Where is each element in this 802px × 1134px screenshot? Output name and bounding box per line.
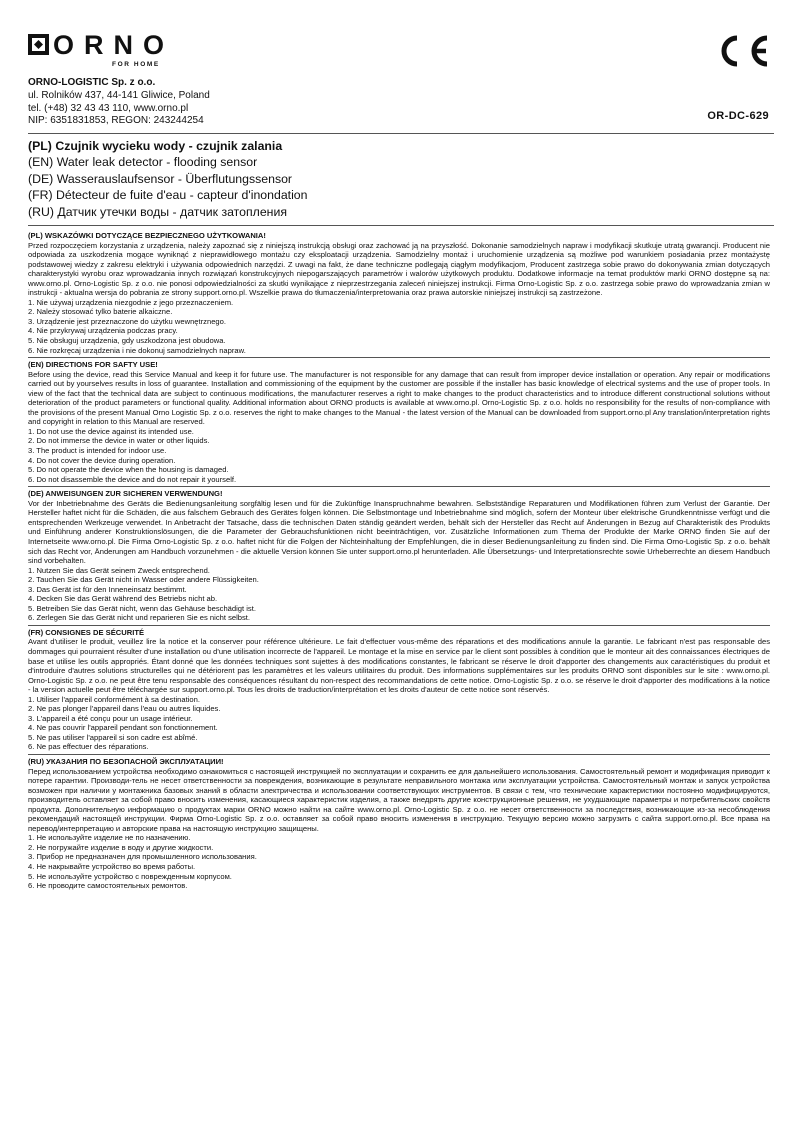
- ce-mark-icon: [712, 34, 770, 68]
- section-list: [28, 566, 770, 623]
- title-en: (EN) Water leak detector - flooding sensor: [28, 155, 258, 170]
- list-item: 4. Decken Sie das Gerät während des Betriebs nicht ab.: [28, 594, 218, 604]
- section-body: Przed rozpoczęciem korzystania z urządzenia, należy zapoznać się z niniejszą instrukcją obsługi oraz zachować ją na przyszłość. Dokonanie samodzielnych napraw i modyfikacji skutkuje utratą gwarancji. Producent nie odpowiada za uszkodzenia mogące wyniknąć z nieprawidłowego montażu czy eksploatacji urządzenia. Samodzielny montaż i uruchomienie urządzenia są możliwe pod warunkiem posiadania przez montażystę podstawowej wiedzy z zakresu elektryki i używania odpowiednich narzędzi. Z uwagi na fakt, że dane techniczne podlegają ciągłym modyfikacjom, Producent zastrzega sobie prawo do dokonywania zmian dotyczących charakterystyki wyrobu oraz wprowadzania innych rozwiązań konstrukcyjnych niepogarszających parametrów i walorów użytkowych produktu. Dodatkowe informacje na temat produktów marki ORNO dostępne są na: www.orno.pl. Orno-Logistic Sp. z o.o. nie ponosi odpowiedzialności za skutki wynikające z nieprzestrzegania zaleceń niniejszej instrukcji. Firma Orno-Logistic Sp. z o.o. zastrzega sobie prawo do wprowadzania zmian w instrukcji - aktualna wersja do pobrania ze strony support.orno.pl. Wszelkie prawa do tłumaczenia/interpretowania oraz prawa autorskie niniejszej instrukcji są zastrzeżone.: [28, 240, 770, 298]
- section-body: Avant d'utiliser le produit, veuillez lire la notice et la conserver pour référence ultérieure. Le fait d'effectuer vous-même des réparations et des modifications annule la garantie. Le fabricant n'est pas responsable des dommages qui pourraient résulter d'une installation ou d'une utilisation incorrecte de l'appareil. Le montage et la mise en service par le client sont possibles à condition que le monteur ait des connaissances électriques de base et utilise les outils appropriés. Étant donné que les données techniques sont sujettes à des modifications constantes, le fabricant se réserve le droit d'apporter des changements aux caractéristiques du produit et d'introduire d'autres solutions structurelles qui ne détériorent pas les paramètres et les valeurs utilitaires du produit. Des informations supplémentaires sur les produits ORNO sont disponibles sur le site : www.orno.pl. Orno-Logistic Sp. z o.o. ne peut être tenu responsable des conséquences résultant du non-respect des recommandations de cette notice. Orno-Logistic Sp. z o.o. se réserve le droit d'apporter des modifications à la notice - la version actuelle peut être téléchargée sur support.orno.pl. Tous les droits de traduction/interprétation et les droits d'auteur de cette notice sont réservés.: [28, 637, 770, 695]
- list-item: 5. Do not operate the device when the housing is damaged.: [28, 465, 229, 475]
- orno-logo: [28, 31, 178, 67]
- section-divider: [28, 357, 770, 358]
- safety-section-pl: [28, 231, 770, 355]
- section-list: [28, 298, 770, 355]
- list-item: 1. Utiliser l'appareil conformément à sa destination.: [28, 694, 200, 704]
- section-body: Перед использованием устройства необходимо ознакомиться с настоящей инструкцией по эксплуатации и сохранить ее для дальнейшего использования. Самостоятельный ремонт и модификация приводит к потере гарантии. Производи-тель не несет ответственности за повреждения, возникающие в результате неправильного монтажа или эксплуатации устройства. Самостоятельный монтаж и запуск устройства возможен при наличии у монтажника базовых знаний в области электричества и использовании соответствующих инструментов. В связи с тем, что технические характеристики постоянно модифицируются, производитель оставляет за собой право вносить изменения, касающиеся характеристик изделия, а также внедрять другие конструкционные решения, не ухудшающие параметры и потребительских свойств продукта. Дополнительную информацию о продуктах марки ORNO можно найти на сайте www.orno.pl. Orno-Logistic Sp. z o.o. не несет ответственности за последствия, возникающие из-за несоблюдения рекомендаций настоящей инструкции. Фирма Orno-Logistic Sp. z o.o. оставляет за собой право вносить изменения в инструкцию. Текущую версию можно загрузить с сайта support.orno.pl. Все права на перевод/интерпретацию и авторские права на настоящую инструкцию защищены.: [28, 766, 770, 833]
- list-item: 1. Do not use the device against its intended use.: [28, 426, 194, 436]
- section-list: [28, 695, 770, 752]
- company-nip: NIP: 6351831853, REGON: 243244254: [28, 115, 204, 127]
- company-phone: tel. (+48) 32 43 43 110, www.orno.pl: [28, 102, 189, 114]
- section-body: Before using the device, read this Service Manual and keep it for future use. The manufacturer is not responsible for any damage that can result from improper device installation or operation. Any repair or modifications carried out by yourselves results in loss of guarantee. Installation and commissioning of the equipment by the customer are possible if the installer has basic knowledge of electrical systems and the use of proper tools. In view of the fact that the technical data are subject to continuous modifications, the manufacturer reserves a right to make changes to the product characteristics and to introduce different constructional solutions without deterioration of the product parameters or functional quality. Additional information about ORNO products is available at www.orno.pl. Orno-Logistic Sp. z o.o. holds no responsibility for the results of non-compliance with the provisions of the present Manual Orno Logistic Sp. z o.o. reserves the right to make changes to the Manual - the latest version of the Manual can be downloaded from support.orno.pl Any translation/interpretation rights and copyright in relation to this Manual are reserved.: [28, 369, 770, 427]
- safety-section-en: [28, 360, 770, 484]
- list-item: 6. Do not disassemble the device and do not repair it yourself.: [28, 474, 237, 484]
- safety-sections: [28, 231, 770, 891]
- list-item: 6. Zerlegen Sie das Gerät nicht und reparieren Sie es nicht selbst.: [28, 613, 251, 623]
- section-heading: (PL) WSKAZÓWKI DOTYCZĄCE BEZPIECZNEGO UŻYTKOWANIA!: [28, 231, 266, 240]
- section-list: [28, 833, 770, 890]
- list-item: 5. Не используйте устройство с поврежденным корпусом.: [28, 871, 232, 881]
- section-heading: (RU) УКАЗАНИЯ ПО БЕЗОПАСНОЙ ЭКСПЛУАТАЦИИ!: [28, 756, 224, 766]
- list-item: 6. Ne pas effectuer des réparations.: [28, 742, 149, 752]
- logo-tagline: FOR HOME: [112, 61, 160, 68]
- title-ru: (RU) Датчик утечки воды - датчик затопления: [28, 204, 287, 219]
- safety-section-de: [28, 489, 770, 623]
- title-pl: (PL) Czujnik wycieku wody - czujnik zalania: [28, 139, 283, 153]
- list-item: 4. Не накрывайте устройство во время работы.: [28, 862, 196, 871]
- section-heading: (FR) CONSIGNES DE SÉCURITÉ: [28, 627, 145, 637]
- section-divider: [28, 486, 770, 487]
- list-item: 3. Das Gerät ist für den Inneneinsatz bestimmt.: [28, 584, 187, 594]
- list-item: 3. The product is intended for indoor use.: [28, 446, 167, 456]
- list-item: 5. Nie obsługuj urządzenia, gdy uszkodzona jest obudowa.: [28, 336, 226, 346]
- list-item: 4. Nie przykrywaj urządzenia podczas pracy.: [28, 326, 178, 336]
- list-item: 2. Tauchen Sie das Gerät nicht in Wasser oder andere Flüssigkeiten.: [28, 575, 259, 585]
- list-item: 3. L'appareil a été conçu pour un usage intérieur.: [28, 713, 193, 723]
- list-item: 2. Należy stosować tylko baterie alkaiczne.: [28, 307, 173, 317]
- safety-section-ru: [28, 757, 770, 891]
- list-item: 2. Не погружайте изделие в воду и другие жидкости.: [28, 842, 214, 852]
- header-divider: [28, 133, 774, 134]
- titles-divider: [28, 225, 774, 226]
- list-item: 1. Nutzen Sie das Gerät seinem Zweck entsprechend.: [28, 565, 210, 575]
- list-item: 4. Ne pas couvrir l'appareil pendant son fonctionnement.: [28, 723, 218, 733]
- list-item: 3. Прибор не предназначен для промышленного использования.: [28, 852, 257, 862]
- orno-logo-mark-icon: [28, 34, 49, 55]
- list-item: 5. Ne pas utiliser l'appareil si son cadre est abîmé.: [28, 732, 198, 742]
- list-item: 2. Ne pas plonger l'appareil dans l'eau ou autres liquides.: [28, 704, 221, 714]
- section-heading: (EN) DIRECTIONS FOR SAFTY USE!: [28, 360, 158, 370]
- section-body: Vor der Inbetriebnahme des Geräts die Bedienungsanleitung sorgfältig lesen und für die Zukünftige Inanspruchnahme bewahren. Selbstständige Reparaturen und Modifikationen führen zum Verlust der Garantie. Der Hersteller haftet nicht für die Schäden, die aus falschem Gebrauch des Gerätes folgen können. Die Selbstmontage und Inbetriebnahme sind möglich, sofern der Monteur über elektrische Grundkenntnisse verfügt und die entsprechenden Werkzeuge verwendet. In Anbetracht der Tatsache, dass die technischen Daten ständig geändert werden, behält sich der Hersteller das Recht auf Änderungen in Bezug auf Charakteristik des Produkts und Einführung anderer Konstruktionslösungen, die die Parameter der Gebrauchsfunktionen nicht beeinträchtigen, vor. Zusätzliche Informationen zum Thema der Produkte der Marke ORNO finden Sie auf der Internetseite www.orno.pl. Die Firma Orno-Logistic Sp. z o.o. haftet nicht für die Folgen der Nichteinhaltung der Empfehlungen, die in dieser Bedienungsanleitung zu finden sind. Die Firma Orno-Logistic Sp. z o.o. behält sich das Recht vor, Änderungen am Handbuch vorzunehmen - die aktuelle Version können Sie unter support.orno.pl herunterladen. Alle Übersetzungs- und Interpretationsrechte sowie Urheberrechte an diesem Handbuch sind vorbehalten.: [28, 498, 770, 566]
- list-item: 4. Do not cover the device during operation.: [28, 455, 176, 465]
- title-fr: (FR) Détecteur de fuite d'eau - capteur d'inondation: [28, 188, 308, 203]
- safety-section-fr: [28, 628, 770, 752]
- list-item: 6. Не проводите самостоятельных ремонтов.: [28, 881, 188, 891]
- section-divider: [28, 625, 770, 626]
- list-item: 6. Nie rozkręcaj urządzenia i nie dokonuj samodzielnych napraw.: [28, 345, 246, 355]
- section-list: [28, 427, 770, 484]
- list-item: 5. Betreiben Sie das Gerät nicht, wenn das Gehäuse beschädigt ist.: [28, 603, 256, 613]
- company-address: ul. Rolników 437, 44-141 Gliwice, Poland: [28, 89, 210, 101]
- company-name: ORNO-LOGISTIC Sp. z o.o.: [28, 77, 156, 88]
- model-number: OR-DC-629: [707, 110, 769, 122]
- section-divider: [28, 754, 770, 755]
- company-info: [28, 77, 210, 128]
- list-item: 1. Не используйте изделие не по назначению.: [28, 833, 191, 843]
- list-item: 3. Urządzenie jest przeznaczone do użytku wewnętrznego.: [28, 316, 226, 326]
- title-de: (DE) Wasserauslaufsensor - Überflutungssensor: [28, 171, 293, 186]
- product-titles: [28, 138, 307, 220]
- logo-wordmark: ORNO: [53, 30, 174, 60]
- section-heading: (DE) ANWEISUNGEN ZUR SICHEREN VERWENDUNG!: [28, 489, 223, 499]
- list-item: 2. Do not immerse the device in water or other liquids.: [28, 436, 210, 446]
- list-item: 1. Nie używaj urządzenia niezgodnie z jego przeznaczeniem.: [28, 297, 234, 307]
